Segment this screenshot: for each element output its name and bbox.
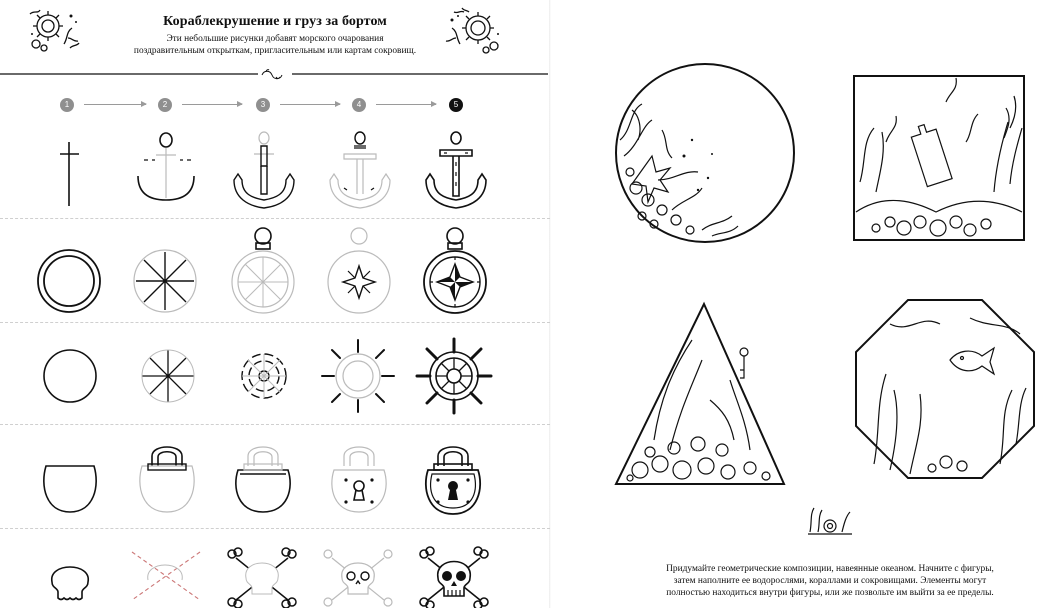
padlock-step-2-icon [134, 440, 200, 518]
divider-swirl-icon [0, 68, 550, 82]
instructions-line: Придумайте геометрические композиции, навеянные океаном. Начните с фигуры, [666, 564, 994, 574]
wheel-step-4-icon [318, 336, 398, 416]
step-arrow [182, 104, 242, 105]
skull-step-4-icon [318, 546, 398, 608]
compass-step-4-icon [322, 226, 396, 318]
wheel-step-1-icon [40, 346, 100, 406]
instructions-text [630, 563, 1030, 599]
anchor-step-5-icon [420, 128, 494, 212]
skull-step-3-icon [222, 546, 302, 608]
subtitle-line: поздравительным открыткам, пригласительным или картам сокровищ. [133, 46, 417, 56]
instructions-line: полностью находиться внутри фигуры, или же позвольте им выйти за ее пределы. [666, 588, 994, 598]
step-4: 4 [352, 98, 366, 112]
padlock-step-1-icon [40, 446, 100, 518]
padlock-step-5-icon [420, 440, 486, 518]
wheel-step-5-icon [414, 336, 494, 416]
step-5-active: 5 [449, 98, 463, 112]
padlock-step-3-icon [230, 440, 296, 518]
row-divider [0, 218, 550, 219]
skull-step-1-icon [44, 552, 96, 608]
row-divider [0, 528, 550, 529]
circle-frame-illustration [612, 60, 798, 246]
anchor-step-1-icon [40, 128, 100, 212]
compass-step-3-icon [226, 226, 300, 318]
coral-ornament-icon [806, 502, 854, 536]
right-page [550, 0, 1040, 608]
skull-step-5-icon [414, 546, 494, 608]
square-frame-illustration [846, 72, 1030, 244]
step-1: 1 [60, 98, 74, 112]
anchor-step-2-icon [130, 128, 204, 212]
wheel-step-2-icon [138, 346, 198, 406]
subtitle-line: Эти небольшие рисунки добавят морского очарования [166, 34, 384, 44]
row-divider [0, 424, 550, 425]
padlock-step-4-icon [326, 440, 392, 518]
compass-step-1-icon [34, 246, 104, 316]
anchor-step-4-icon [324, 128, 398, 212]
page-title: Кораблекрушение и груз за бортом [163, 14, 387, 29]
step-3: 3 [256, 98, 270, 112]
row-divider [0, 322, 550, 323]
page-subtitle [90, 33, 460, 57]
compass-step-2-icon [130, 246, 200, 316]
step-arrow [84, 104, 146, 105]
step-arrow [376, 104, 436, 105]
instructions-line: затем наполните ее водорослями, кораллами и сокровищами. Элементы могут [673, 576, 987, 586]
step-arrow [280, 104, 340, 105]
wheel-step-3-icon [228, 340, 300, 412]
anchor-step-3-icon [228, 128, 302, 212]
skull-step-2-icon [126, 546, 206, 608]
compass-step-5-icon [418, 226, 492, 318]
octagon-frame-illustration [850, 294, 1040, 484]
step-2: 2 [158, 98, 172, 112]
triangle-frame-illustration [610, 300, 790, 492]
